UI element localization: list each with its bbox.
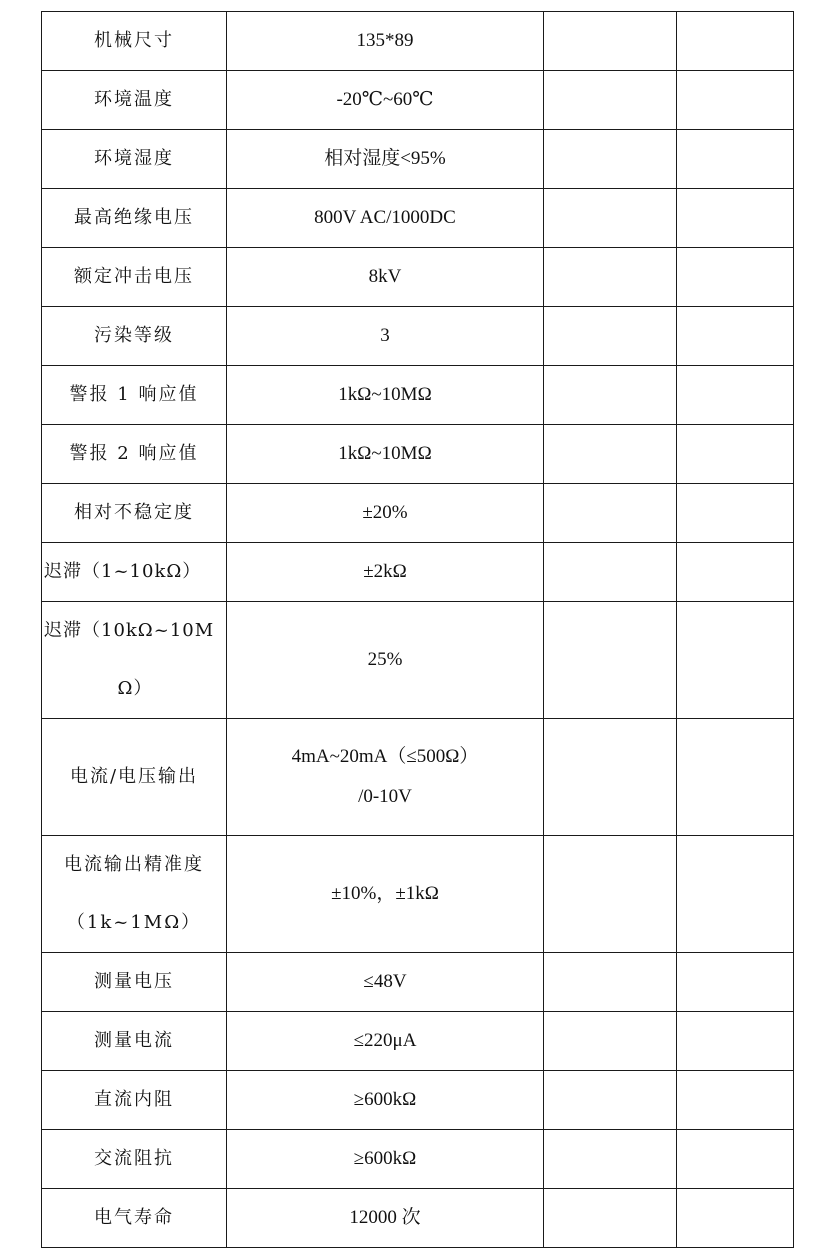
empty-cell [544,1130,677,1189]
param-name: 最高绝缘电压 [42,189,227,248]
param-name: 交流阻抗 [42,1130,227,1189]
empty-cell [544,836,677,953]
param-value: ≥600kΩ [227,1130,544,1189]
empty-cell [677,71,794,130]
param-name: 相对不稳定度 [42,484,227,543]
param-value: ≥600kΩ [227,1071,544,1130]
table-row [42,602,794,719]
param-value: ±10%，±1kΩ [227,836,544,953]
empty-cell [677,12,794,71]
empty-cell [544,248,677,307]
empty-cell [677,130,794,189]
table-row [42,484,794,543]
empty-cell [544,719,677,836]
param-value: 3 [227,307,544,366]
param-name-multiline [42,602,227,719]
param-name: 污染等级 [42,307,227,366]
table-row [42,1189,794,1248]
empty-cell [544,602,677,719]
table-row [42,425,794,484]
table-row [42,836,794,953]
param-value-line: 4mA~20mA（≤500Ω） [291,746,479,767]
param-name: 迟滞（1~10kΩ） [42,543,227,602]
table-row [42,1012,794,1071]
empty-cell [544,130,677,189]
param-value: 25% [227,602,544,719]
param-name-line: Ω） [117,678,153,699]
param-value: ≤48V [227,953,544,1012]
table-row [42,71,794,130]
empty-cell [677,189,794,248]
empty-cell [677,1012,794,1071]
empty-cell [677,425,794,484]
param-name: 电流/电压输出 [42,719,227,836]
table-row [42,130,794,189]
empty-cell [677,836,794,953]
table-row [42,189,794,248]
param-value: 12000 次 [227,1189,544,1248]
param-value: 相对湿度<95% [227,130,544,189]
param-value: ≤220μA [227,1012,544,1071]
param-name-multiline [42,836,227,953]
param-name: 测量电流 [42,1012,227,1071]
param-name: 环境温度 [42,71,227,130]
empty-cell [544,366,677,425]
empty-cell [677,953,794,1012]
param-value: ±2kΩ [227,543,544,602]
empty-cell [544,425,677,484]
empty-cell [544,1012,677,1071]
empty-cell [544,71,677,130]
empty-cell [544,12,677,71]
table-row [42,543,794,602]
table-row [42,1130,794,1189]
param-name: 电气寿命 [42,1189,227,1248]
param-name: 测量电压 [42,953,227,1012]
param-value: 1kΩ~10MΩ [227,366,544,425]
param-name: 机械尺寸 [42,12,227,71]
empty-cell [677,1130,794,1189]
empty-cell [677,1071,794,1130]
empty-cell [544,1189,677,1248]
empty-cell [544,953,677,1012]
empty-cell [544,307,677,366]
param-name: 额定冲击电压 [42,248,227,307]
empty-cell [544,1071,677,1130]
param-name: 警报 1 响应值 [42,366,227,425]
empty-cell [677,543,794,602]
param-name: 警报 2 响应值 [42,425,227,484]
empty-cell [544,484,677,543]
spec-table [41,11,794,1248]
param-name: 环境湿度 [42,130,227,189]
empty-cell [544,543,677,602]
table-row [42,1071,794,1130]
empty-cell [544,189,677,248]
table-row [42,366,794,425]
empty-cell [677,307,794,366]
empty-cell [677,366,794,425]
table-row [42,248,794,307]
empty-cell [677,248,794,307]
param-name-line: 电流输出精准度 [64,854,204,875]
param-value: 135*89 [227,12,544,71]
empty-cell [677,484,794,543]
empty-cell [677,719,794,836]
param-name-line: 迟滞（10kΩ~10M [44,620,215,641]
table-row [42,953,794,1012]
param-value-multiline [227,719,544,836]
table-row [42,12,794,71]
empty-cell [677,602,794,719]
param-value: ±20% [227,484,544,543]
param-value: 800V AC/1000DC [227,189,544,248]
param-value: -20℃~60℃ [227,71,544,130]
empty-cell [677,1189,794,1248]
param-value-line: /0-10V [358,786,412,807]
param-value: 1kΩ~10MΩ [227,425,544,484]
table-row [42,719,794,836]
param-name-line: （1k~1MΩ） [66,912,202,933]
param-name: 直流内阻 [42,1071,227,1130]
param-value: 8kV [227,248,544,307]
table-row [42,307,794,366]
